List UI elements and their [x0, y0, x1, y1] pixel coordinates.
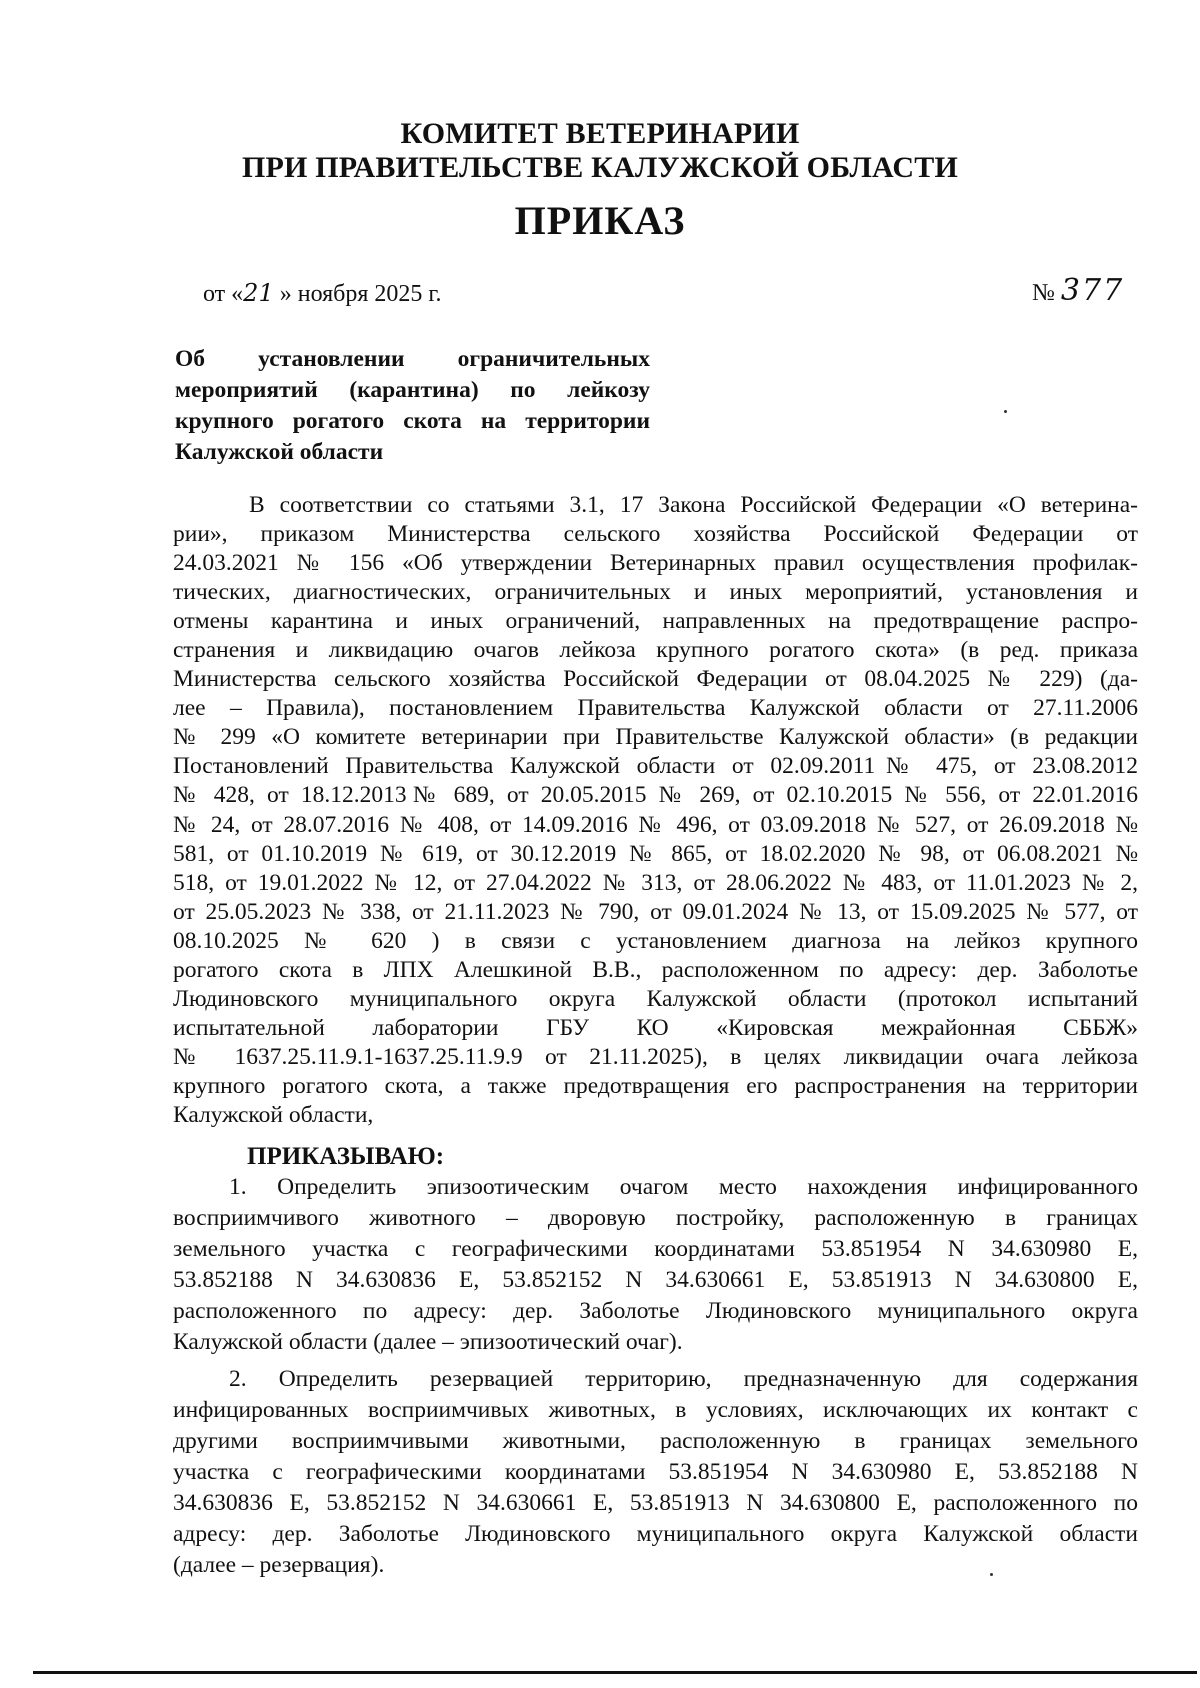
preamble-line: отмены карантина и иных ограничений, направленных на предотвращение распро-	[173, 608, 1138, 635]
preamble-line: Калужской области,	[173, 1101, 374, 1128]
item-line: (далее – резервация).	[173, 1552, 385, 1578]
preamble-paragraph	[173, 491, 1138, 1130]
preamble-line: № 24, от 28.07.2016 № 408, от 14.09.2016 № 496, от 03.09.2018 № 527, от 26.09.2018 №	[173, 811, 1138, 838]
preamble-line: В соответствии со статьями 3.1, 17 Закона Российской Федерации «О ветерина-	[249, 492, 1138, 518]
document-type-title: ПРИКАЗ	[514, 198, 686, 243]
preamble-line: Министерства сельского хозяйства Российской Федерации от 08.04.2025 № 229) (да-	[173, 666, 1138, 693]
order-items	[173, 1172, 1138, 1581]
scan-speck	[1004, 410, 1007, 413]
preamble-line: 581, от 01.10.2019 № 619, от 30.12.2019 № 865, от 18.02.2020 № 98, от 06.08.2021 №	[173, 840, 1138, 867]
order-item-1	[173, 1172, 1138, 1358]
preamble-line: крупного рогатого скота, а также предотвращения его распространения на территории	[173, 1072, 1138, 1099]
preamble-line: лее – Правила), постановлением Правительства Калужской области от 27.11.2006	[173, 695, 1138, 722]
preamble-line: испытательной лаборатории ГБУ КО «Кировская межрайонная СББЖ»	[173, 1014, 1138, 1041]
preamble-line: рогатого скота в ЛПХ Алешкиной В.В., расположенном по адресу: дер. Заболотье	[173, 956, 1138, 983]
item-line: инфицированных восприимчивых животных, в условиях, исключающих их контакт с	[173, 1397, 1138, 1423]
item-line: участка с географическими координатами 53.851954 N 34.630980 E, 53.852188 N	[173, 1459, 1138, 1485]
preamble-line: 08.10.2025 № 620 ) в связи с установлением диагноза на лейкоз крупного	[173, 927, 1138, 954]
item-line: расположенного по адресу: дер. Заболотье Людиновского муниципального округа	[173, 1298, 1138, 1324]
document-number	[1032, 273, 1125, 308]
bottom-rule-line	[33, 1671, 1197, 1674]
preamble-line: странения и ликвидацию очагов лейкоза крупного рогатого скота» (в ред. приказа	[173, 637, 1138, 664]
date-prefix: от «	[203, 281, 244, 307]
subject-line: Калужской области	[175, 439, 384, 465]
document-subject	[175, 344, 650, 468]
preamble-line: Постановлений Правительства Калужской области от 02.09.2011№ 475, от 23.08.2012	[173, 753, 1138, 780]
preamble-line: от 25.05.2023 № 338, от 21.11.2023 № 790, от 09.01.2024 № 13, от 15.09.2025 № 577, от	[173, 898, 1138, 925]
item-line: 53.852188 N 34.630836 E, 53.852152 N 34.630661 E, 53.851913 N 34.630800 E,	[173, 1267, 1138, 1293]
preamble-line: № 428, от 18.12.2013№ 689, от 20.05.2015 № 269, от 02.10.2015 № 556, от 22.01.2016	[173, 782, 1138, 809]
preamble-line: № 299 «О комитете ветеринарии при Правительстве Калужской области» (в редакции	[173, 724, 1138, 751]
subject-line: мероприятий (карантина) по лейкозу	[175, 377, 650, 403]
preamble-line: Людиновского муниципального округа Калужской области (протокол испытаний	[173, 985, 1138, 1012]
item-line: адресу: дер. Заболотье Людиновского муниципального округа Калужской области	[173, 1521, 1138, 1547]
handwritten-number: 377	[1060, 273, 1125, 308]
organization-name-line-1: КОМИТЕТ ВЕТЕРИНАРИИ	[400, 117, 800, 150]
item-line: 2. Определить резервацией территорию, предназначенную для содержания	[229, 1366, 1138, 1392]
item-line: 1. Определить эпизоотическим очагом место нахождения инфицированного	[229, 1174, 1138, 1200]
scan-speck	[990, 1573, 993, 1576]
item-line: земельного участка с географическими координатами 53.851954 N 34.630980 E,	[173, 1236, 1138, 1262]
preamble-line: рии», приказом Министерства сельского хозяйства Российской Федерации от	[173, 521, 1138, 548]
handwritten-day: 21	[243, 279, 274, 307]
date-suffix: » ноября 2025 г.	[273, 281, 442, 307]
order-item-2	[173, 1364, 1138, 1581]
number-prefix: №	[1032, 280, 1061, 306]
order-directive-heading: ПРИКАЗЫВАЮ:	[247, 1143, 445, 1170]
preamble-line: № 1637.25.11.9.1-1637.25.11.9.9 от 21.11.2025), в целях ликвидации очага лейкоза	[173, 1043, 1138, 1070]
item-line: Калужской области (далее – эпизоотический очаг).	[173, 1329, 683, 1355]
item-line: другими восприимчивыми животными, расположенную в границах земельного	[173, 1428, 1138, 1454]
document-date	[203, 278, 442, 309]
item-line: восприимчивого животного – дворовую постройку, расположенную в границах	[173, 1205, 1138, 1231]
preamble-line: тических, диагностических, ограничительных и иных мероприятий, установления и	[173, 579, 1138, 606]
preamble-line: 24.03.2021 № 156 «Об утверждении Ветеринарных правил осуществления профилак-	[173, 550, 1138, 577]
preamble-line: 518, от 19.01.2022 № 12, от 27.04.2022 № 313, от 28.06.2022 № 483, от 11.01.2023 № 2,	[173, 869, 1138, 896]
organization-name-line-2: ПРИ ПРАВИТЕЛЬСТВЕ КАЛУЖСКОЙ ОБЛАСТИ	[241, 151, 959, 184]
subject-line: Об установлении ограничительных	[175, 346, 650, 372]
item-line: 34.630836 E, 53.852152 N 34.630661 E, 53.851913 N 34.630800 E, расположенного по	[173, 1490, 1138, 1516]
subject-line: крупного рогатого скота на территории	[175, 408, 650, 434]
